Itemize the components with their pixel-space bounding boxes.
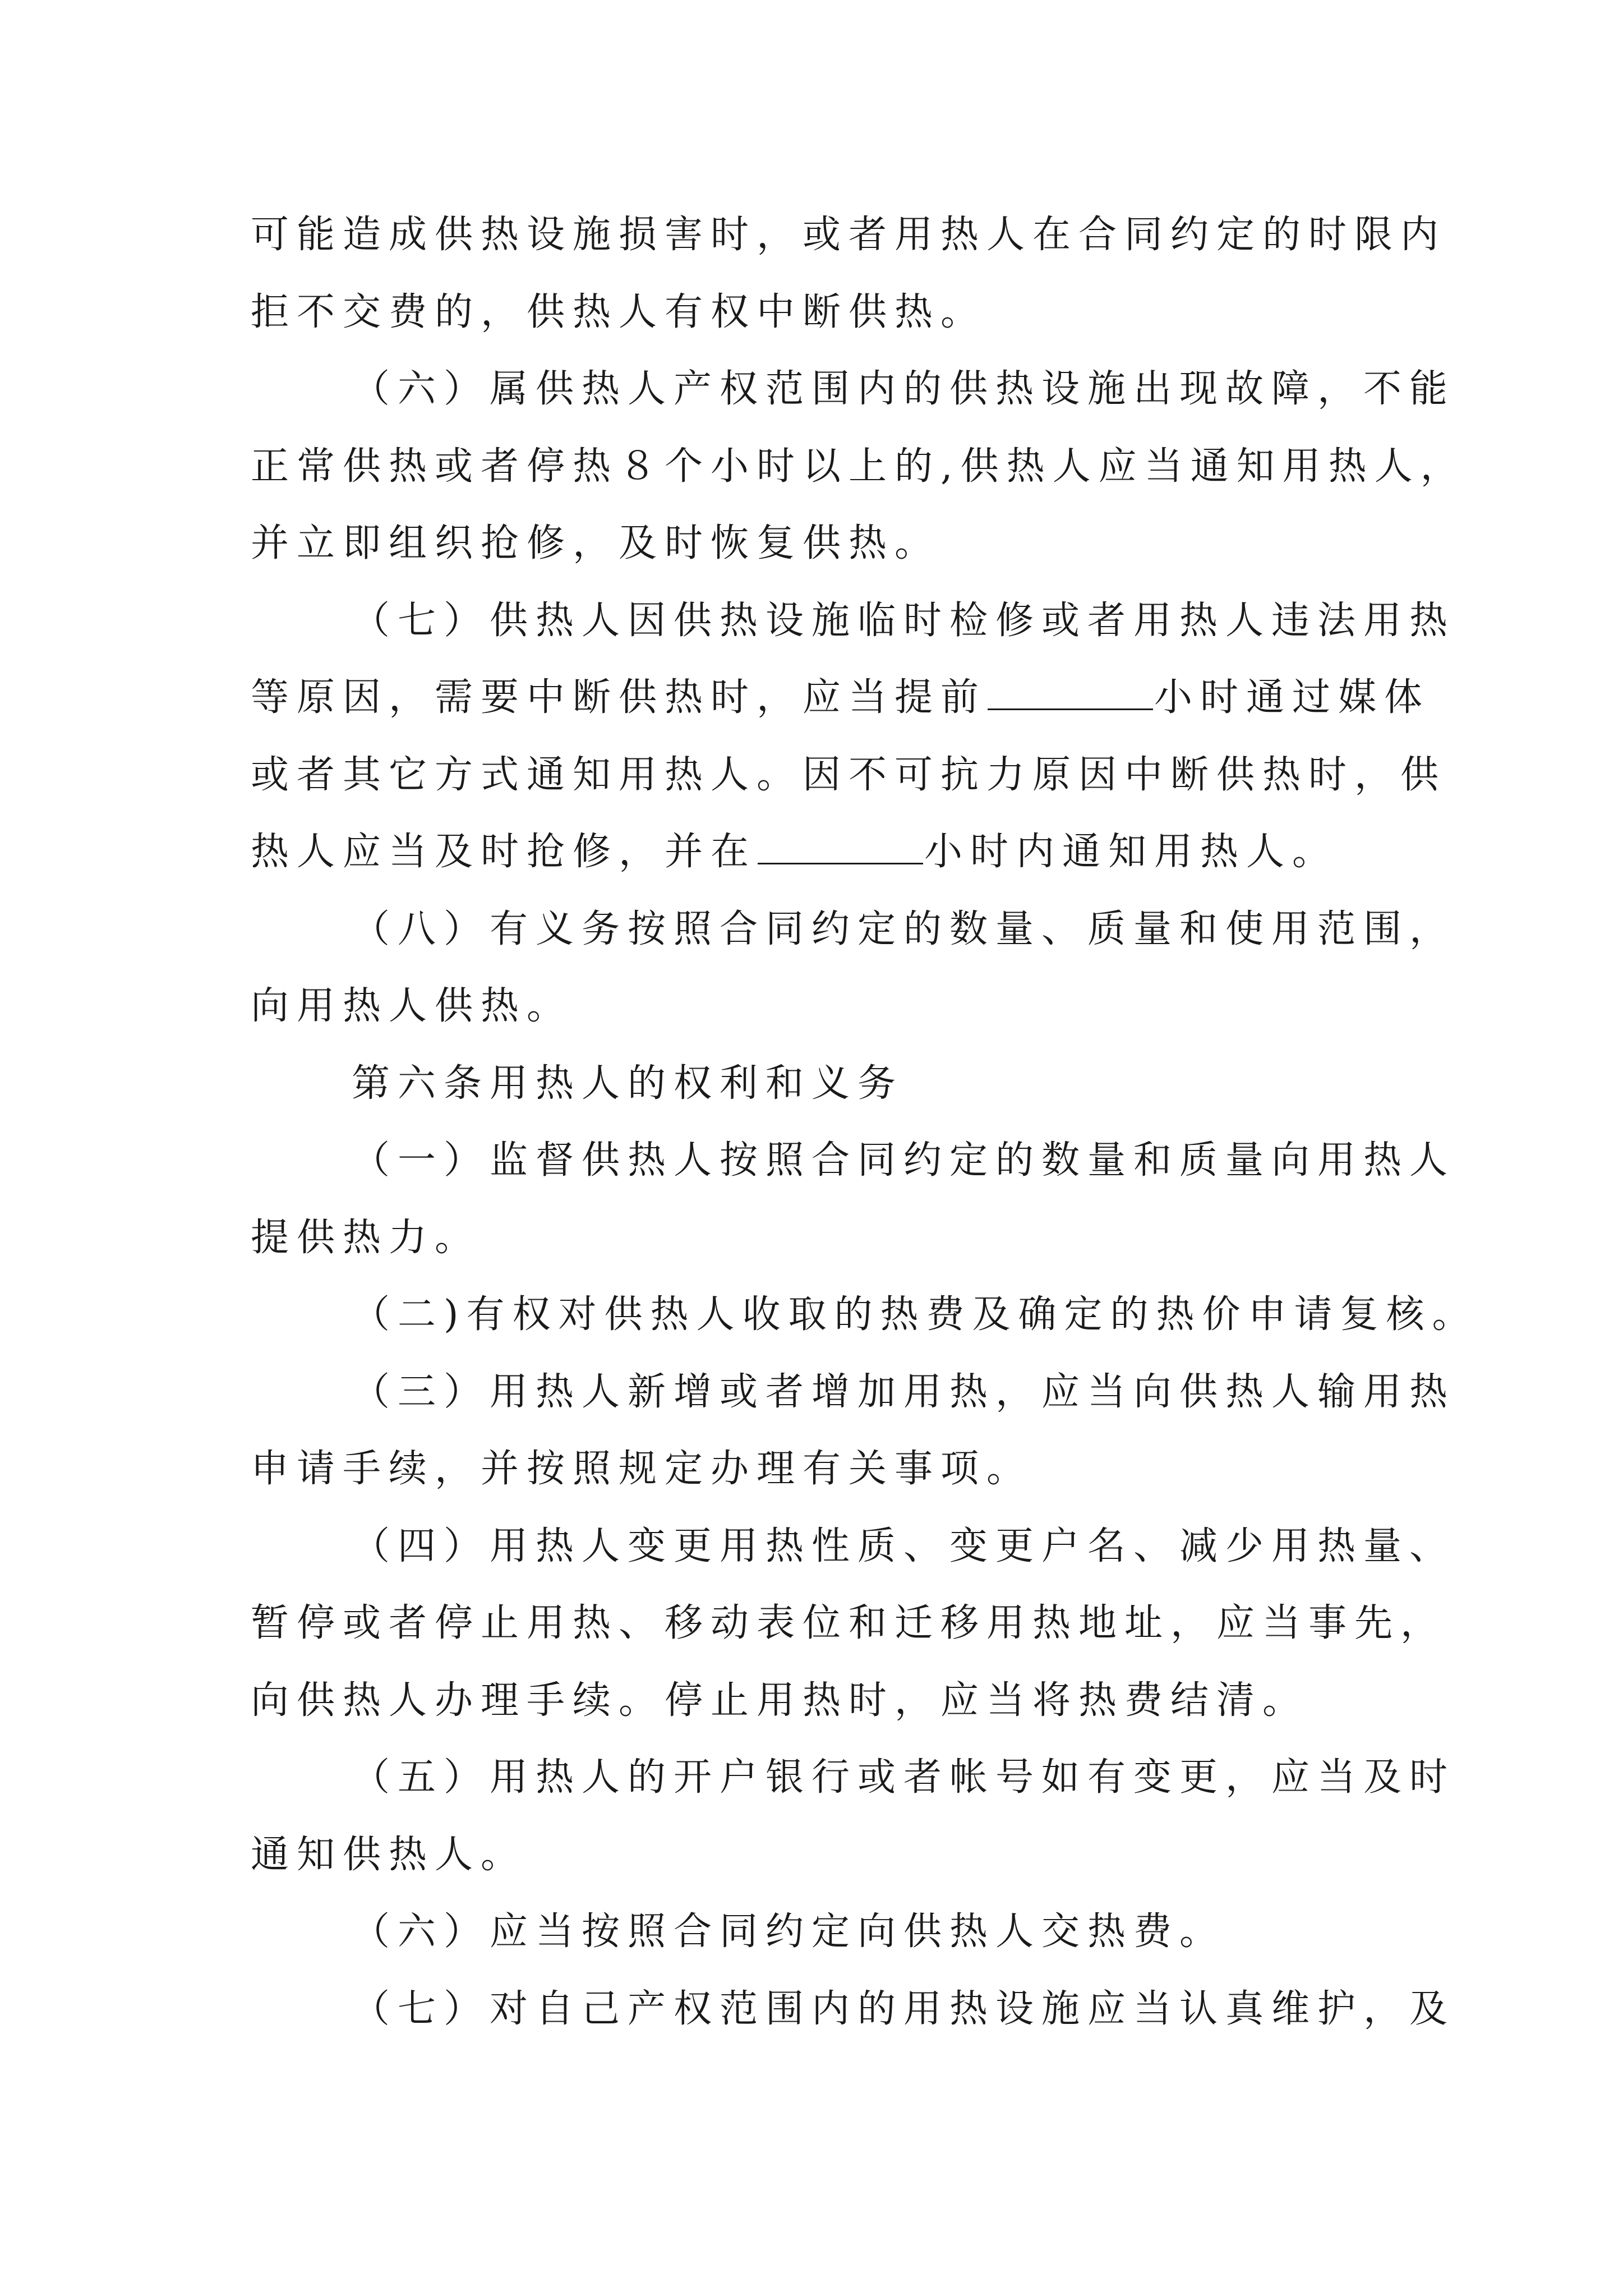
text-line: 暂停或者停止用热、移动表位和迁移用热地址，应当事先， xyxy=(251,1601,1447,1645)
text-line: 申请手续，并按照规定办理有关事项。 xyxy=(251,1447,1033,1491)
text-line: （四）用热人变更用热性质、变更户名、减少用热量、 xyxy=(352,1524,1456,1568)
text-line: 可能造成供热设施损害时，或者用热人在合同约定的时限内 xyxy=(251,213,1447,257)
text-line: （六）应当按照合同约定向供热人交热费。 xyxy=(352,1910,1226,1954)
document-body xyxy=(251,196,1478,2047)
text-line: （七）对自己产权范围内的用热设施应当认真维护，及 xyxy=(352,1986,1456,2031)
text-line xyxy=(251,659,1431,737)
text-line: 正常供热或者停热８个小时以上的,供热人应当通知用热人， xyxy=(251,444,1467,489)
text-segment: 小时通过媒体 xyxy=(1154,675,1431,720)
text-line: 提供热力。 xyxy=(251,1215,481,1260)
section-heading: 第六条用热人的权利和义务 xyxy=(352,1061,904,1106)
text-line: 通知供热人。 xyxy=(251,1832,527,1877)
text-line: （三）用热人新增或者增加用热，应当向供热人输用热 xyxy=(352,1369,1456,1414)
text-line: （八）有义务按照合同约定的数量、质量和使用范围， xyxy=(352,907,1456,951)
text-line: 拒不交费的，供热人有权中断供热。 xyxy=(251,289,987,334)
text-line: （六）属供热人产权范围内的供热设施出现故障，不能 xyxy=(352,367,1456,411)
text-line: 并立即组织抢修，及时恢复供热。 xyxy=(251,521,941,565)
text-line: （七）供热人因供热设施临时检修或者用热人违法用热 xyxy=(352,598,1456,643)
text-segment: 小时内通知用热人。 xyxy=(924,830,1339,874)
fill-in-blank xyxy=(758,829,923,864)
text-line xyxy=(251,813,1390,891)
text-segment: 等原因，需要中断供热时，应当提前 xyxy=(251,675,987,720)
text-segment: 热人应当及时抢修，并在 xyxy=(251,830,757,874)
text-line: （五）用热人的开户银行或者帐号如有变更，应当及时 xyxy=(352,1755,1456,1800)
text-line: 或者其它方式通知用热人。因不可抗力原因中断供热时，供 xyxy=(251,752,1447,797)
fill-in-blank xyxy=(988,675,1153,710)
text-line: （二)有权对供热人收取的热费及确定的热价申请复核。 xyxy=(352,1292,1478,1337)
text-line: （一）监督供热人按照合同约定的数量和质量向用热人 xyxy=(352,1138,1456,1182)
text-line: 向用热人供热。 xyxy=(251,984,573,1028)
text-line: 向供热人办理手续。停止用热时，应当将热费结清。 xyxy=(251,1678,1309,1723)
